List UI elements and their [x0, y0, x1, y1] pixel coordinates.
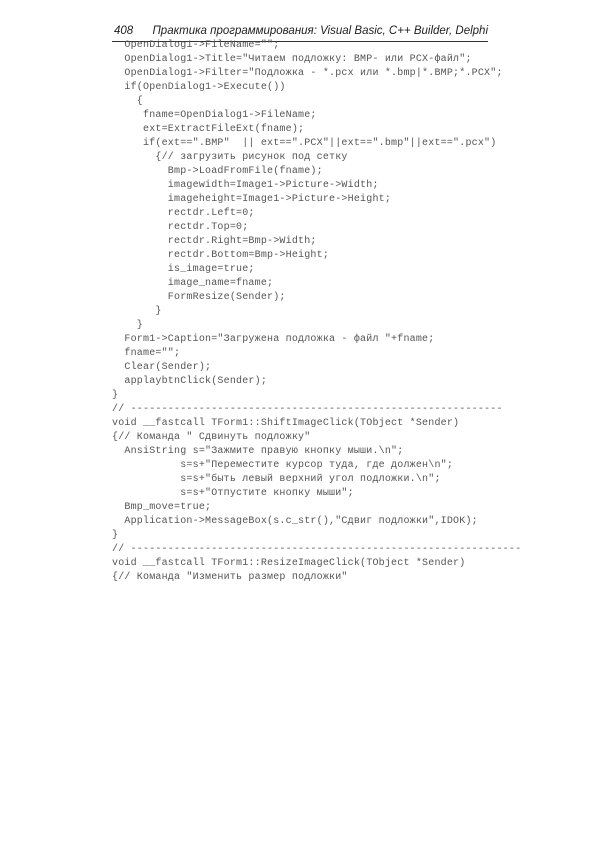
- code-line: }: [112, 306, 162, 317]
- code-line: if(OpenDialog1->Execute()): [112, 82, 286, 93]
- code-line: rectdr.Left=0;: [112, 208, 255, 219]
- running-title: Практика программирования: Visual Basic, C++ Builder, Delphi: [152, 25, 488, 37]
- code-line: }: [112, 390, 119, 401]
- code-line: {// загрузить рисунок под сетку: [112, 152, 348, 163]
- code-line: fname=OpenDialog1->FileName;: [112, 110, 317, 121]
- code-line: is_image=true;: [112, 264, 255, 275]
- code-line: AnsiString s="Зажмите правую кнопку мыши.\n";: [112, 446, 404, 457]
- page-number: 408: [114, 25, 134, 37]
- code-line: // ---------------------------------------------------------------: [112, 544, 522, 555]
- code-line: {: [112, 96, 144, 107]
- code-line: {// Команда "Изменить размер подложки": [112, 572, 348, 583]
- code-line: s=s+"быть левый верхний угол подложки.\n";: [112, 474, 441, 485]
- code-line: Bmp->LoadFromFile(fname);: [112, 166, 323, 177]
- code-line: OpenDialog1->Filter="Подложка - *.pcx или *.bmp|*.BMP;*.PCX";: [112, 68, 503, 79]
- code-line: s=s+"Переместите курсор туда, где должен\n";: [112, 460, 454, 471]
- code-line: Form1->Caption="Загружена подложка - файл "+fname;: [112, 334, 435, 345]
- code-line: {// Команда " Сдвинуть подложку": [112, 432, 311, 443]
- code-line: Application->MessageBox(s.c_str(),"Сдвиг подложки",IDOK);: [112, 516, 478, 527]
- code-line: FormResize(Sender);: [112, 292, 286, 303]
- code-line: image_name=fname;: [112, 278, 274, 289]
- code-line: }: [112, 530, 119, 541]
- code-line: rectdr.Bottom=Bmp->Height;: [112, 250, 330, 261]
- code-line: Bmp_move=true;: [112, 502, 212, 513]
- code-line: applaybtnClick(Sender);: [112, 376, 268, 387]
- code-line: imageheight=Image1->Picture->Height;: [112, 194, 392, 205]
- code-line: imagewidth=Image1->Picture->Width;: [112, 180, 379, 191]
- code-line: rectdr.Right=Bmp->Width;: [112, 236, 317, 247]
- code-line: rectdr.Top=0;: [112, 222, 249, 233]
- code-line: void __fastcall TForm1::ShiftImageClick(TObject *Sender): [112, 418, 460, 429]
- code-line: s=s+"Отпустите кнопку мыши";: [112, 488, 354, 499]
- code-line: OpenDialog1->Title="Читаем подложку: BMP- или PCX-файл";: [112, 54, 472, 65]
- code-line: // ------------------------------------------------------------: [112, 404, 503, 415]
- code-line: OpenDialog1->FileName="";: [112, 40, 280, 51]
- code-line: void __fastcall TForm1::ResizeImageClick(TObject *Sender): [112, 558, 466, 569]
- code-line: }: [112, 320, 144, 331]
- code-line: Clear(Sender);: [112, 362, 212, 373]
- code-line: if(ext==".BMP" || ext==".PCX"||ext==".bmp"||ext==".pcx"): [112, 138, 497, 149]
- code-line: fname="";: [112, 348, 181, 359]
- code-line: ext=ExtractFileExt(fname);: [112, 124, 305, 135]
